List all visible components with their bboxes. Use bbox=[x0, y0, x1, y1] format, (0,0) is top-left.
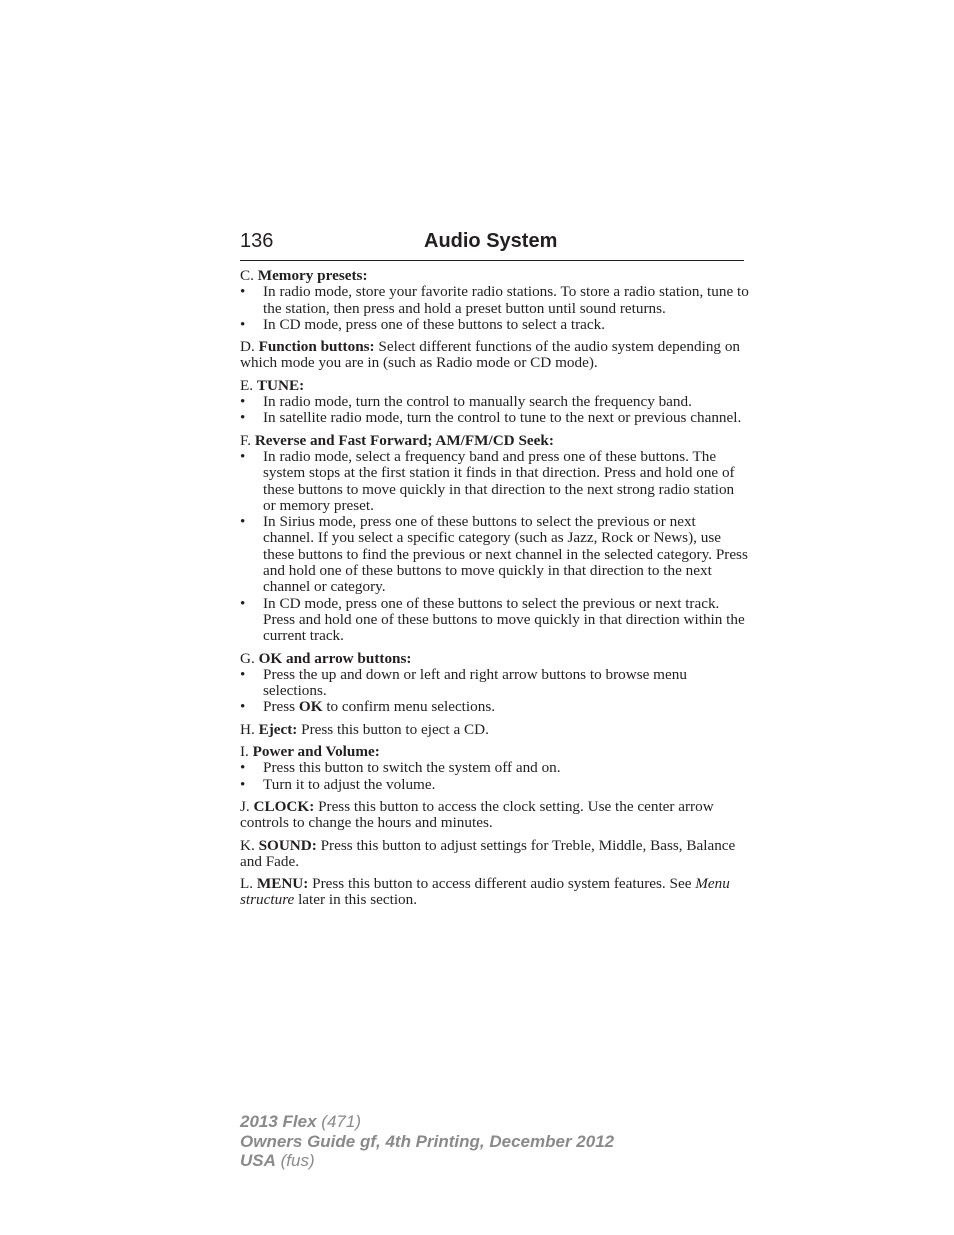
list-item: • In CD mode, press one of these buttons to select the previous or next track. Press and hold one of these buttons to move quickly in that direction within the current track. bbox=[240, 596, 750, 645]
page-footer bbox=[240, 1112, 614, 1171]
bullet-list bbox=[240, 394, 750, 427]
section-menu bbox=[240, 876, 750, 909]
section-paragraph: J. CLOCK: Press this button to access the clock setting. Use the center arrow controls to change the hours and minutes. bbox=[240, 797, 714, 832]
section-paragraph: D. Function buttons: Select different functions of the audio system depending on which mode you are in (such as Radio mode or CD mode). bbox=[240, 338, 741, 372]
section-paragraph: H. Eject: Press this button to eject a CD. bbox=[240, 720, 489, 738]
section-eject bbox=[240, 722, 750, 738]
list-item: • In satellite radio mode, turn the control to tune to the next or previous channel. bbox=[240, 410, 750, 426]
list-item: • In radio mode, turn the control to manually search the frequency band. bbox=[240, 394, 750, 410]
bullet-list bbox=[240, 760, 750, 793]
list-item: • Press this button to switch the system off and on. bbox=[240, 760, 750, 776]
list-item: • Press OK to confirm menu selections. bbox=[240, 699, 750, 715]
list-item: • Press the up and down or left and right arrow buttons to browse menu selections. bbox=[240, 667, 750, 700]
footer-line: Owners Guide gf, 4th Printing, December 2012 bbox=[240, 1131, 615, 1151]
cross-reference: Menu structure bbox=[240, 875, 730, 909]
bullet-list bbox=[240, 667, 750, 716]
section-power-volume bbox=[240, 744, 750, 793]
section-seek bbox=[240, 433, 750, 645]
bullet-list bbox=[240, 449, 750, 645]
page-title: Audio System bbox=[424, 230, 558, 252]
footer-line: USA (fus) bbox=[240, 1151, 315, 1170]
section-memory-presets bbox=[240, 268, 750, 333]
section-sound bbox=[240, 838, 750, 871]
list-item: • In radio mode, select a frequency band and press one of these buttons. The system stops at the first station it finds in that direction. Press and hold one of these buttons to move quickly in that direction to the next strong radio station or memory preset. bbox=[240, 449, 750, 514]
list-item: • In CD mode, press one of these buttons to select a track. bbox=[240, 317, 750, 333]
section-heading: C. Memory presets: bbox=[240, 267, 368, 284]
section-paragraph: L. MENU: Press this button to access different audio system features. See Menu structure later in this section. bbox=[240, 875, 730, 909]
section-clock bbox=[240, 799, 750, 832]
section-heading: F. Reverse and Fast Forward; AM/FM/CD Seek: bbox=[240, 431, 554, 449]
list-item: • In Sirius mode, press one of these buttons to select the previous or next channel. If you select a specific category (such as Jazz, Rock or News), use these buttons to find the previous or next channel in the selected category. Press and hold one of these buttons to move quickly in that direction to the next channel or category. bbox=[240, 514, 750, 595]
page-number: 136 bbox=[240, 230, 274, 252]
section-tune bbox=[240, 378, 750, 427]
bullet-list bbox=[240, 284, 750, 333]
section-heading: I. Power and Volume: bbox=[240, 743, 380, 761]
page-header bbox=[240, 228, 744, 261]
section-ok-arrow-buttons bbox=[240, 651, 750, 716]
page-content bbox=[240, 268, 750, 915]
section-heading: G. OK and arrow buttons: bbox=[240, 649, 412, 667]
footer-line: 2013 Flex (471) bbox=[240, 1112, 361, 1131]
section-function-buttons bbox=[240, 339, 750, 372]
list-item: • In radio mode, store your favorite radio stations. To store a radio station, tune to the station, then press and hold a preset button until sound returns. bbox=[240, 284, 750, 317]
section-heading: E. TUNE: bbox=[240, 376, 305, 394]
list-item: • Turn it to adjust the volume. bbox=[240, 777, 750, 793]
section-paragraph: K. SOUND: Press this button to adjust settings for Treble, Middle, Bass, Balance and Fade. bbox=[240, 836, 736, 870]
